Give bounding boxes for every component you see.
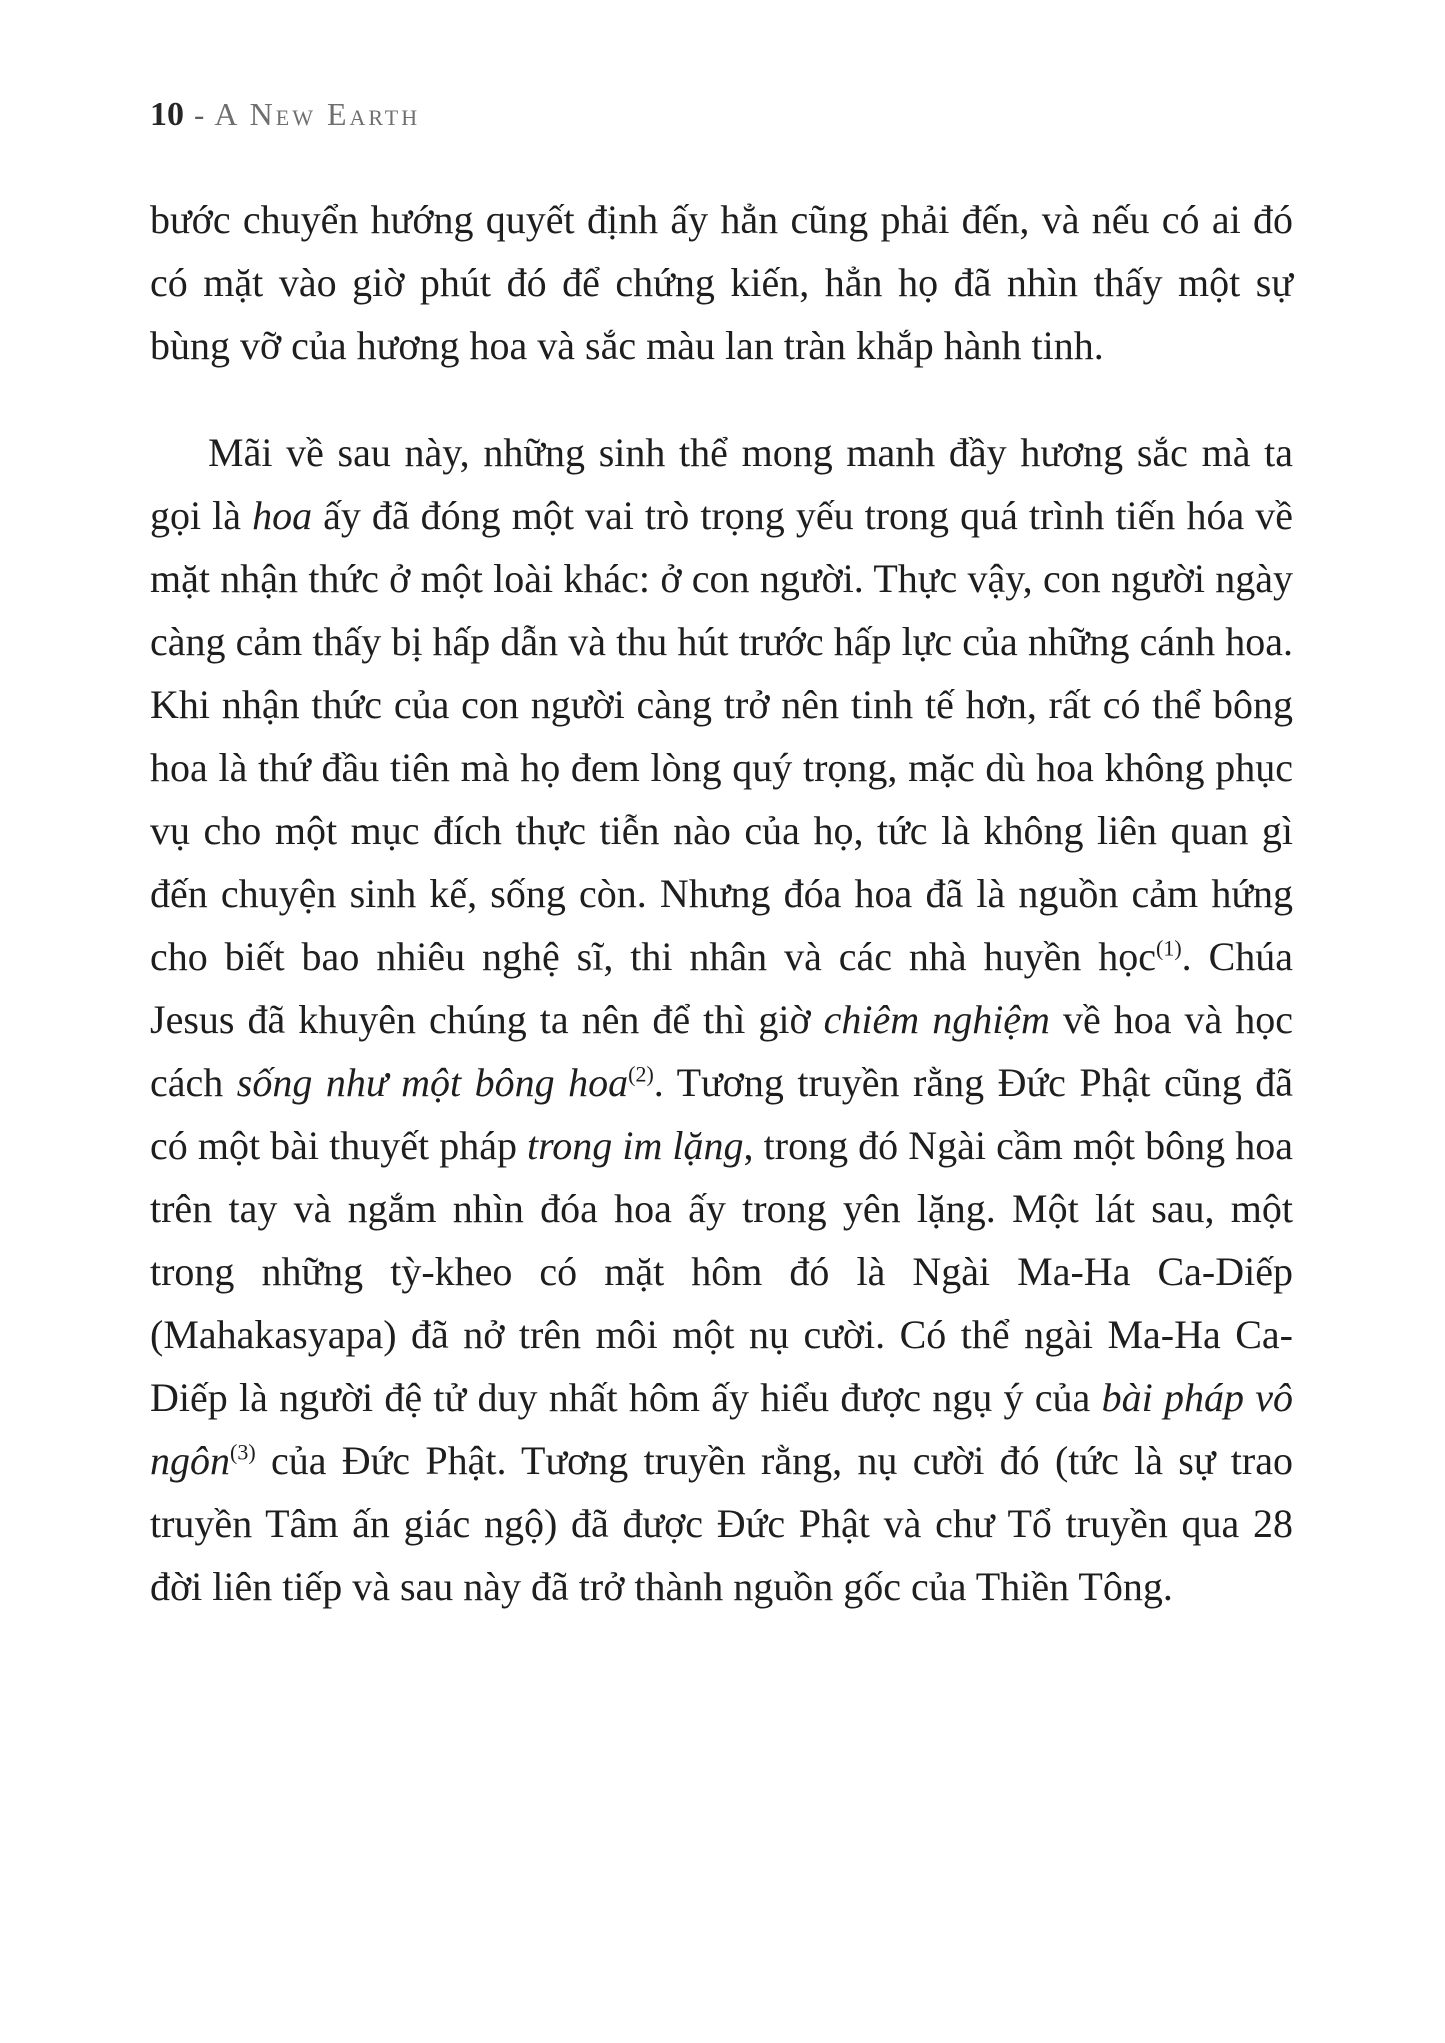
text-segment-normal: . Tương truyền rằng Đức Phật cũng đã có một bài thuyết pháp xyxy=(150,1060,1294,1168)
text-segment-italic: sống như một bông hoa xyxy=(236,1060,629,1105)
header-separator: - xyxy=(194,97,205,132)
page-number: 10 xyxy=(150,96,184,133)
book-title: A New Earth xyxy=(214,96,421,132)
text-segment-normal: của Đức Phật. Tương truyền rằng, nụ cười đó (tức là sự trao truyền Tâm ấn giác ngộ) đã được Đức Phật và chư Tổ truyền qua 28 đời liên tiếp và sau này đã trở thành nguồn gốc của Thiền Tông. xyxy=(150,1438,1293,1609)
text-segment-normal: Mãi về sau này, những sinh thể mong manh đầy hương sắc mà ta gọi là xyxy=(150,430,1293,538)
paragraph xyxy=(150,421,1293,1618)
text-segment-normal: , trong đó Ngài cầm một bông hoa trên tay và ngắm nhìn đóa hoa ấy trong yên lặng. Một lát sau, một trong những tỳ-kheo có mặt hôm đó là Ngài Ma-Ha Ca-Diếp (Mahakasyapa) đã nở trên môi một nụ cười. Có thể ngài Ma-Ha Ca-Diếp là người đệ tử duy nhất hôm ấy hiểu được ngụ ý của xyxy=(150,1123,1293,1420)
text-segment-sup: (3) xyxy=(230,1439,256,1465)
text-segment-italic: trong im lặng xyxy=(527,1123,744,1168)
text-segment-italic: bài pháp vô ngôn xyxy=(150,1375,1293,1483)
paragraph xyxy=(150,188,1293,377)
text-segment-normal: . Chúa Jesus đã khuyên chúng ta nên để thì giờ xyxy=(150,934,1294,1042)
body-text xyxy=(150,188,1293,1618)
text-segment-sup: (1) xyxy=(1156,935,1182,961)
text-segment-normal: ấy đã đóng một vai trò trọng yếu trong quá trình tiến hóa về mặt nhận thức ở một loài khác: ở con người. Thực vậy, con người ngày càng cảm thấy bị hấp dẫn và thu hút trước hấp lực của những cánh hoa. Khi nhận thức của con người càng trở nên tinh tế hơn, rất có thể bông hoa là thứ đầu tiên mà họ đem lòng quý trọng, mặc dù hoa không phục vụ cho một mục đích thực tiễn nào của họ, tức là không liên quan gì đến chuyện sinh kế, sống còn. Nhưng đóa hoa đã là nguồn cảm hứng cho biết bao nhiêu nghệ sĩ, thi nhân và các nhà huyền học xyxy=(150,493,1293,979)
text-segment-normal: bước chuyển hướng quyết định ấy hẳn cũng phải đến, và nếu có ai đó có mặt vào giờ phút đó để chứng kiến, hẳn họ đã nhìn thấy một sự bùng vỡ của hương hoa và sắc màu lan tràn khắp hành tinh. xyxy=(150,197,1293,368)
text-segment-normal: về hoa và học cách xyxy=(150,997,1294,1105)
page-header xyxy=(150,96,420,134)
text-segment-sup: (2) xyxy=(628,1061,654,1087)
text-segment-italic: hoa xyxy=(252,493,313,538)
text-segment-italic: chiêm nghiệm xyxy=(823,997,1050,1042)
